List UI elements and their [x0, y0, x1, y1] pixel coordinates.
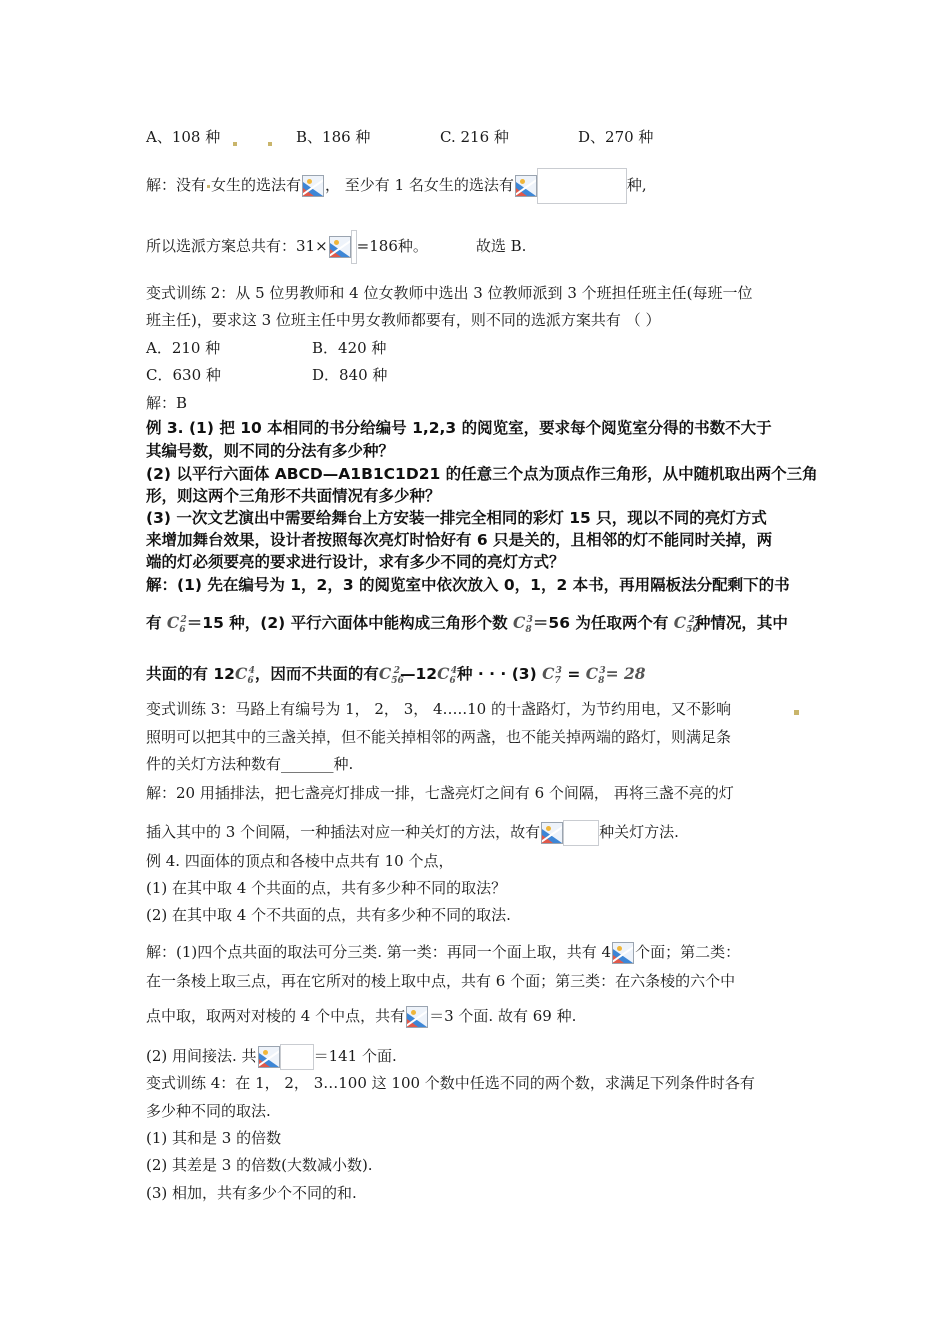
combination-c83: $C_8^3$ — [513, 613, 533, 636]
broken-image-icon — [258, 1046, 280, 1068]
example-4-line-6 — [146, 1006, 576, 1028]
text: ＝56 为任取两个有 — [532, 614, 669, 633]
broken-image-icon — [515, 175, 537, 197]
dot-mark — [794, 710, 799, 715]
image-placeholder-box — [563, 820, 599, 846]
variant-4-line-1: 变式训练 4：在 1， 2， 3…100 这 100 个数中任选不同的两个数，求满足下列条件时各有 — [146, 1074, 755, 1092]
example-3-line-4: 形，则这两个三角形不共面情况有多少种？ — [146, 487, 441, 505]
example-4-line-4 — [146, 942, 740, 964]
variant-2-line-2: 班主任)，要求这 3 位班主任中男女教师都要有，则不同的选派方案共有 （ ） — [146, 311, 661, 329]
text: 插入其中的 3 个间隔，一种插法对应一种关灯的方法，故有 — [146, 823, 541, 841]
text: ， 至少有 1 名女生的选法有 — [325, 176, 514, 194]
combination-c64: $C_6^4$ — [234, 664, 255, 687]
combination-c83b: $C_8^3$ — [585, 664, 606, 687]
text: 解：没有 — [146, 176, 207, 194]
text: 有 — [146, 614, 162, 633]
example-4-line-1: 例 4. 四面体的顶点和各棱中点共有 10 个点， — [146, 852, 454, 870]
text: ，因而不共面的有 — [254, 665, 379, 684]
option-b: B．420 种 — [312, 339, 387, 357]
example-3-line-3: (2) 以平行六面体 ABCD—A1B1C1D21 的任意三个点为顶点作三角形，从中随机取出两个三角 — [146, 465, 818, 483]
option-a: A、108 种 — [146, 128, 221, 146]
options-row-1 — [146, 127, 806, 147]
broken-image-icon — [329, 236, 351, 258]
text: 个面；第二类： — [635, 943, 741, 961]
image-placeholder-box — [537, 168, 627, 204]
variant-2-line-1: 变式训练 2：从 5 位男教师和 4 位女教师中选出 3 位教师派到 3 个班担任班主任(每班一位 — [146, 284, 753, 302]
example-3-line-2: 其编号数，则不同的分法有多少种？ — [146, 442, 395, 460]
example-3-line-1: 例 3. (1) 把 10 本相同的书分给编号 1,2,3 的阅览室，要求每个阅览室分得的书数不大于 — [146, 419, 772, 437]
text: 所以选派方案总共有：31× — [146, 237, 328, 255]
example-3-line-5: (3) 一次文艺演出中需要给舞台上方安装一排完全相同的彩灯 15 只，现以不同的亮灯方式 — [146, 509, 767, 527]
variant-4-line-3: (1) 其和是 3 的倍数 — [146, 1129, 282, 1147]
text: ＝3 个面. 故有 69 种. — [429, 1007, 577, 1025]
text: 点中取，取两对对棱的 4 个中点，共有 — [146, 1007, 406, 1025]
text: (2) 用间接法. 共 — [146, 1047, 257, 1065]
variant-3-line-4: 解：20 用插排法，把七盏亮灯排成一排，七盏亮灯之间有 6 个间隔， 再将三盏不亮的灯 — [146, 784, 734, 802]
dot-mark — [266, 133, 274, 153]
variant-2-options-1 — [146, 338, 546, 358]
combination-c73: $C_7^3$ — [542, 664, 562, 687]
text: 种情况，其中 — [694, 614, 788, 633]
variant-3-line-1: 变式训练 3：马路上有编号为 1， 2， 3， 4…..10 的十盏路灯，为节约用电，又不影响 — [146, 700, 731, 718]
variant-2-answer: 解：B — [146, 394, 188, 412]
text: 女生的选法有 — [211, 176, 302, 194]
variant-3-line-3: 件的关灯方法种数有_______种. — [146, 755, 354, 773]
text: 解：(1)四个点共面的取法可分三类. 第一类：再同一个面上取，共有 4 — [146, 943, 612, 961]
variant-4-line-4: (2) 其差是 3 的倍数(大数减小数). — [146, 1156, 373, 1174]
solution-1-line-1 — [146, 168, 647, 204]
broken-image-icon — [406, 1006, 428, 1028]
text: 种 · · · (3) — [456, 665, 537, 684]
variant-4-line-5: (3) 相加，共有多少个不同的和. — [146, 1184, 357, 1202]
text: 共面的有 12 — [146, 665, 235, 684]
broken-image-icon — [302, 175, 324, 197]
combination-c64b: $C_6^4$ — [437, 664, 457, 687]
example-4-line-2: (1) 在其中取 4 个共面的点，共有多少种不同的取法？ — [146, 879, 507, 897]
text: 种关灯方法. — [599, 823, 679, 841]
text: 故选 B. — [475, 237, 527, 255]
text: = 28 — [605, 664, 646, 684]
option-b: B、186 种 — [296, 128, 371, 146]
option-d: D．840 种 — [312, 366, 388, 384]
example-3-line-6: 来增加舞台效果，设计者按照每次亮灯时恰好有 6 只是关的，且相邻的灯不能同时关掉，两 — [146, 531, 773, 549]
example-3-line-10: 共面的有 $12C_6^4$，因而不共面的有$C_{56}^2—12C_6^4$种 · · · (3) $C_7^3 = C_8^3= 28$ — [146, 664, 646, 687]
option-a: A．210 种 — [146, 339, 221, 357]
combination-c56-2: $C_{56}^2$ — [673, 613, 699, 636]
example-3-line-9 — [146, 610, 788, 640]
example-3-line-8: 解：(1) 先在编号为 1，2，3 的阅览室中依次放入 0，1，2 本书，再用隔板法分配剩下的书 — [146, 576, 790, 594]
example-3-line-7: 端的灯必须要亮的要求进行设计，求有多少不同的亮灯方式？ — [146, 553, 565, 571]
variant-3-line-5 — [146, 820, 679, 846]
combination-c56: $C_{56}^2$ — [378, 664, 404, 687]
broken-image-icon — [541, 822, 563, 844]
text: ＝15 种，(2) 平行六面体中能构成三角形个数 — [186, 614, 508, 633]
text: 种, — [626, 176, 647, 194]
variant-4-line-2: 多少种不同的取法. — [146, 1102, 271, 1120]
example-4-line-3: (2) 在其中取 4 个不共面的点，共有多少种不同的取法. — [146, 906, 511, 924]
text: =186 — [356, 237, 398, 255]
option-c: C．630 种 — [146, 366, 221, 384]
solution-1-line-2 — [146, 230, 526, 264]
dot-mark — [231, 133, 239, 153]
text: 种。 — [397, 237, 428, 255]
option-d: D、270 种 — [578, 128, 654, 146]
combination-c62: $C_6^2$ — [166, 613, 187, 636]
example-4-line-7 — [146, 1044, 397, 1070]
variant-3-line-2: 照明可以把其中的三盏关掉，但不能关掉相邻的两盏，也不能关掉两端的路灯，则满足条 — [146, 728, 732, 746]
image-placeholder-box — [280, 1044, 314, 1070]
variant-2-options-2 — [146, 365, 546, 385]
broken-image-icon — [612, 942, 634, 964]
text: ＝141 个面. — [313, 1047, 397, 1065]
text: —12 — [400, 665, 438, 684]
option-c: C. 216 种 — [440, 128, 509, 146]
example-4-line-5: 在一条棱上取三点，再在它所对的棱上取中点，共有 6 个面；第三类：在六条棱的六个中 — [146, 972, 736, 990]
